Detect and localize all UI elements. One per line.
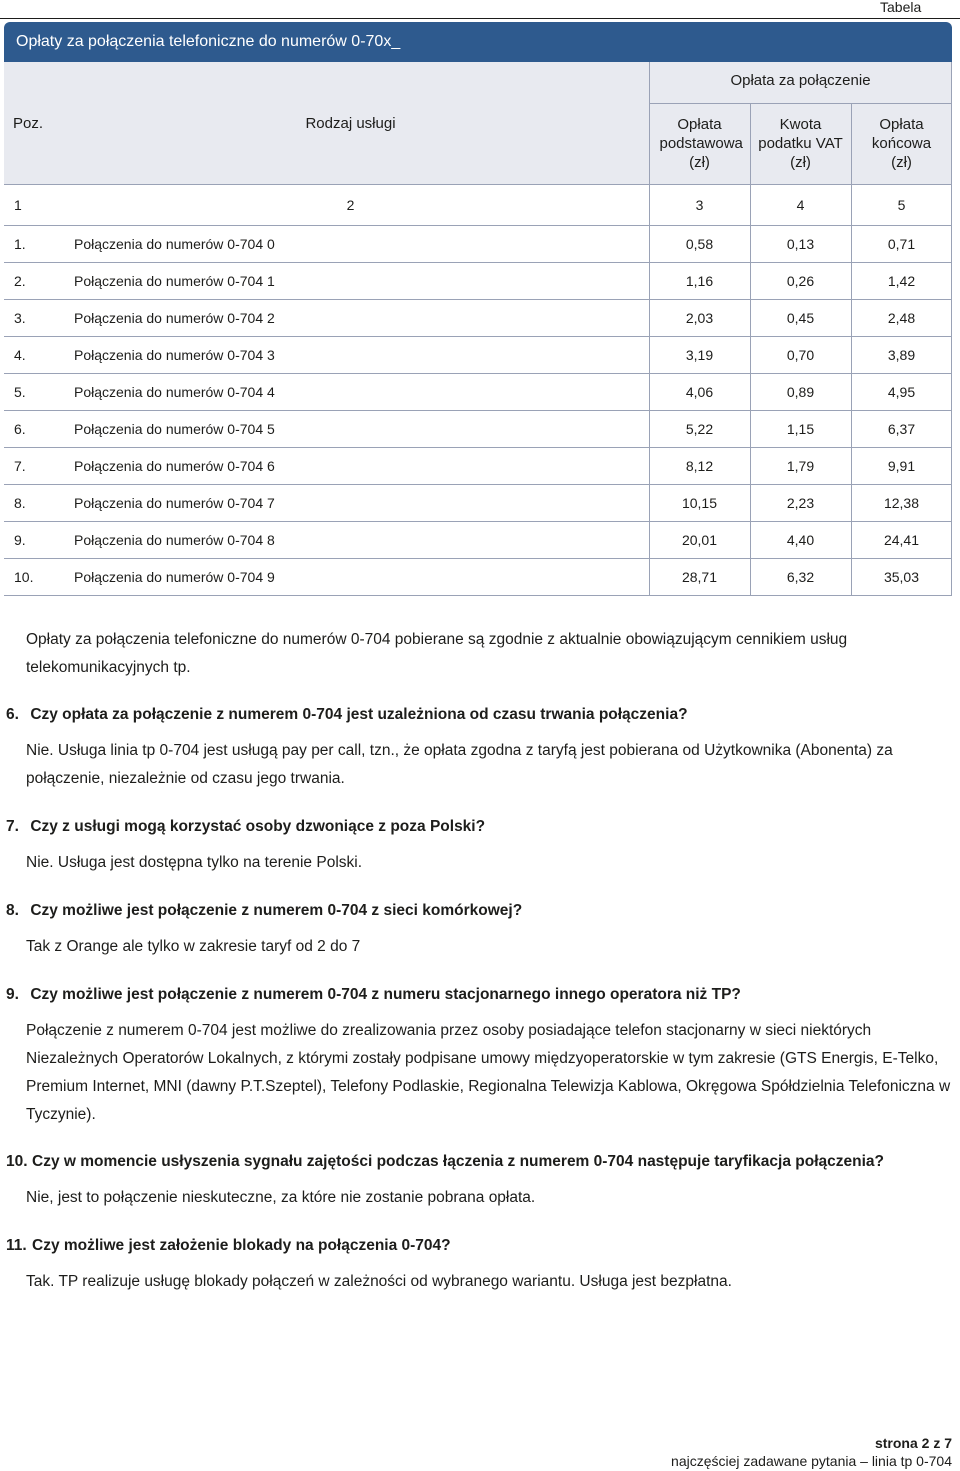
row-final-fee: 4,95 [887,384,916,400]
row-poz: 7. [14,458,26,474]
table-title: Opłaty za połączenia telefoniczne do numerów 0-70x_ [4,22,952,62]
faq-answer-9: Połączenie z numerem 0-704 jest możliwe do zrealizowania przez osoby posiadające telefon stacjonarny w sieci niektórych Niezależnych Operatorów Lokalnych, z którymi zostały podpisane umowy międzyoperatorskie w tym zakresie (GTS Energis, E-Telko, Premium Internet, MNI (dawny P.T.Szeptel), Telefony Podlaskie, Regionalna Telewizja Kablowa, Okręgowa Spółdzielnia Telefoniczna w Tyczynie). [26,1022,951,1123]
footer-subtitle: najczęściej zadawane pytania – linia tp 0-704 [671,1453,952,1469]
row-final-fee: 3,89 [887,347,916,363]
cell-divider [649,300,650,336]
faq-question-6 [6,703,954,727]
faq-question-9 [6,983,954,1007]
table-row [4,263,952,300]
row-service-name: Połączenia do numerów 0-704 0 [74,236,275,252]
row-service-name: Połączenia do numerów 0-704 8 [74,532,275,548]
cell-divider [851,300,852,336]
row-final-fee: 6,37 [887,421,916,437]
row-base-fee: 8,12 [685,458,714,474]
cell-divider [649,485,650,521]
faq-number: 6. [6,706,19,723]
row-poz: 8. [14,495,26,511]
cell-divider [649,411,650,447]
cell-divider [951,300,952,336]
cell-divider [750,374,751,410]
faq-question-text: Czy możliwe jest połączenie z numerem 0-704 z sieci komórkowej? [30,902,523,919]
cell-divider [649,226,650,262]
cell-divider [851,522,852,558]
row-vat-amount: 6,32 [786,569,815,585]
cell-divider [851,448,852,484]
top-rule [0,18,960,19]
cell-divider [649,185,650,225]
cell-divider [750,448,751,484]
cell-divider [750,185,751,225]
row-poz: 6. [14,421,26,437]
row-vat-amount: 0,89 [786,384,815,400]
header-divider [951,62,952,184]
fees-table [4,22,952,596]
cell-divider [649,522,650,558]
row-vat-amount: 0,13 [786,236,815,252]
cell-divider [851,337,852,373]
header-divider [750,103,751,184]
cell-divider [851,226,852,262]
row-vat-amount: 0,26 [786,273,815,289]
header-divider [649,62,650,184]
cell-divider [851,374,852,410]
number-cell: 4 [796,197,805,213]
cell-divider [951,411,952,447]
row-service-name: Połączenia do numerów 0-704 3 [74,347,275,363]
row-poz: 9. [14,532,26,548]
row-service-name: Połączenia do numerów 0-704 6 [74,458,275,474]
col-header-koncowa [851,103,952,184]
cell-divider [750,411,751,447]
header-divider [851,103,852,184]
cell-divider [951,448,952,484]
row-service-name: Połączenia do numerów 0-704 5 [74,421,275,437]
table-row [4,337,952,374]
row-base-fee: 1,16 [685,273,714,289]
row-service-name: Połączenia do numerów 0-704 2 [74,310,275,326]
row-base-fee: 2,03 [685,310,714,326]
table-row [4,522,952,559]
cell-divider [750,485,751,521]
cell-divider [851,185,852,225]
number-cell: 5 [897,197,906,213]
table-row [4,448,952,485]
faq-answer-7: Nie. Usługa jest dostępna tylko na terenie Polski. [26,854,363,871]
faq-question-8 [6,899,954,923]
table-row [4,374,952,411]
cell-divider [851,411,852,447]
row-poz: 2. [14,273,26,289]
cell-divider [951,337,952,373]
row-service-name: Połączenia do numerów 0-704 9 [74,569,275,585]
cell-divider [750,559,751,595]
row-base-fee: 5,22 [685,421,714,437]
cell-divider [951,263,952,299]
cell-divider [750,226,751,262]
row-service-name: Połączenia do numerów 0-704 1 [74,273,275,289]
col-header-podstawowa [649,103,750,184]
col-header-poz: Poz. [12,114,43,132]
row-vat-amount: 0,70 [786,347,815,363]
row-vat-amount: 4,40 [786,532,815,548]
faq-question-text: Czy opłata za połączenie z numerem 0-704 jest uzależniona od czasu trwania połączenia? [30,706,688,723]
faq-question-7 [6,815,954,839]
faq-answer-11: Tak. TP realizuje usługę blokady połączeń w zależności od wybranego wariantu. Usługa jest bezpłatna. [26,1273,732,1290]
table-row [4,226,952,263]
table-body [4,226,952,596]
faq-number: 10. [6,1153,28,1170]
table-header [4,62,952,185]
faq-number: 7. [6,818,19,835]
col-header-rodzaj: Rodzaj usługi [305,114,396,132]
faq-number: 9. [6,986,19,1003]
faq-question-text: Czy w momencie usłyszenia sygnału zajętości podczas łączenia z numerem 0-704 następuje taryfikacja połączenia? [32,1153,884,1170]
cell-divider [851,559,852,595]
row-final-fee: 9,91 [887,458,916,474]
row-poz: 3. [14,310,26,326]
row-poz: 1. [14,236,26,252]
faq-answer-8: Tak z Orange ale tylko w zakresie taryf od 2 do 7 [26,938,361,955]
table-number-row [4,185,952,226]
cell-divider [649,337,650,373]
row-final-fee: 12,38 [883,495,920,511]
faq-answer-6: Nie. Usługa linia tp 0-704 jest usługą pay per call, tzn., że opłata zgodna z taryfą jest pobierana od Użytkownika (Abonenta) za połączenie, niezależnie od czasu jego trwania. [26,742,893,787]
col-header-podstawowa-text: Opłata podstawowa (zł) [659,116,743,171]
row-final-fee: 35,03 [883,569,920,585]
cell-divider [951,374,952,410]
col-header-vat [750,103,851,184]
cell-divider [951,522,952,558]
cell-divider [649,559,650,595]
cell-divider [649,448,650,484]
faq-question-11 [6,1234,954,1258]
cell-divider [649,263,650,299]
section-tab-label: Tabela [880,0,922,15]
cell-divider [750,522,751,558]
faq-question-10 [6,1150,954,1174]
row-base-fee: 28,71 [681,569,718,585]
col-header-koncowa-text: Opłata końcowa (zł) [871,116,932,171]
table-row [4,559,952,596]
cell-divider [951,185,952,225]
col-group-header: Opłata za połączenie [649,62,952,104]
row-poz: 4. [14,347,26,363]
faq-number: 11. [6,1237,27,1254]
row-final-fee: 24,41 [883,532,920,548]
row-service-name: Połączenia do numerów 0-704 4 [74,384,275,400]
cell-divider [750,337,751,373]
faq-question-text: Czy możliwe jest założenie blokady na połączenia 0-704? [32,1237,451,1254]
row-poz: 10. [14,569,34,585]
number-cell: 1 [14,197,22,213]
number-cell: 2 [346,197,355,213]
row-base-fee: 10,15 [681,495,718,511]
row-vat-amount: 1,79 [786,458,815,474]
cell-divider [649,374,650,410]
cell-divider [951,485,952,521]
row-base-fee: 3,19 [685,347,714,363]
row-poz: 5. [14,384,26,400]
page-number: strona 2 z 7 [874,1435,952,1451]
faq-answer-10: Nie, jest to połączenie nieskuteczne, za które nie zostanie pobrana opłata. [26,1189,536,1206]
cell-divider [951,226,952,262]
table-row [4,411,952,448]
cell-divider [750,263,751,299]
table-row [4,300,952,337]
row-base-fee: 20,01 [681,532,718,548]
cell-divider [851,263,852,299]
faq-question-text: Czy z usługi mogą korzystać osoby dzwoniące z poza Polski? [30,818,486,835]
row-vat-amount: 0,45 [786,310,815,326]
cell-divider [851,485,852,521]
row-final-fee: 0,71 [887,236,916,252]
cell-divider [750,300,751,336]
row-service-name: Połączenia do numerów 0-704 7 [74,495,275,511]
row-final-fee: 1,42 [887,273,916,289]
row-vat-amount: 1,15 [786,421,815,437]
row-base-fee: 0,58 [685,236,714,252]
col-header-vat-text: Kwota podatku VAT (zł) [758,116,843,171]
table-row [4,485,952,522]
intro-paragraph: Opłaty za połączenia telefoniczne do numerów 0-704 pobierane są zgodnie z aktualnie obowiązującym cennikiem usług telekomunikacyjnych tp. [26,631,848,676]
row-final-fee: 2,48 [887,310,916,326]
faq-number: 8. [6,902,19,919]
faq-question-text: Czy możliwe jest połączenie z numerem 0-704 z numeru stacjonarnego innego operatora niż TP? [30,986,741,1003]
number-cell: 3 [695,197,704,213]
cell-divider [951,559,952,595]
row-base-fee: 4,06 [685,384,714,400]
row-vat-amount: 2,23 [786,495,815,511]
